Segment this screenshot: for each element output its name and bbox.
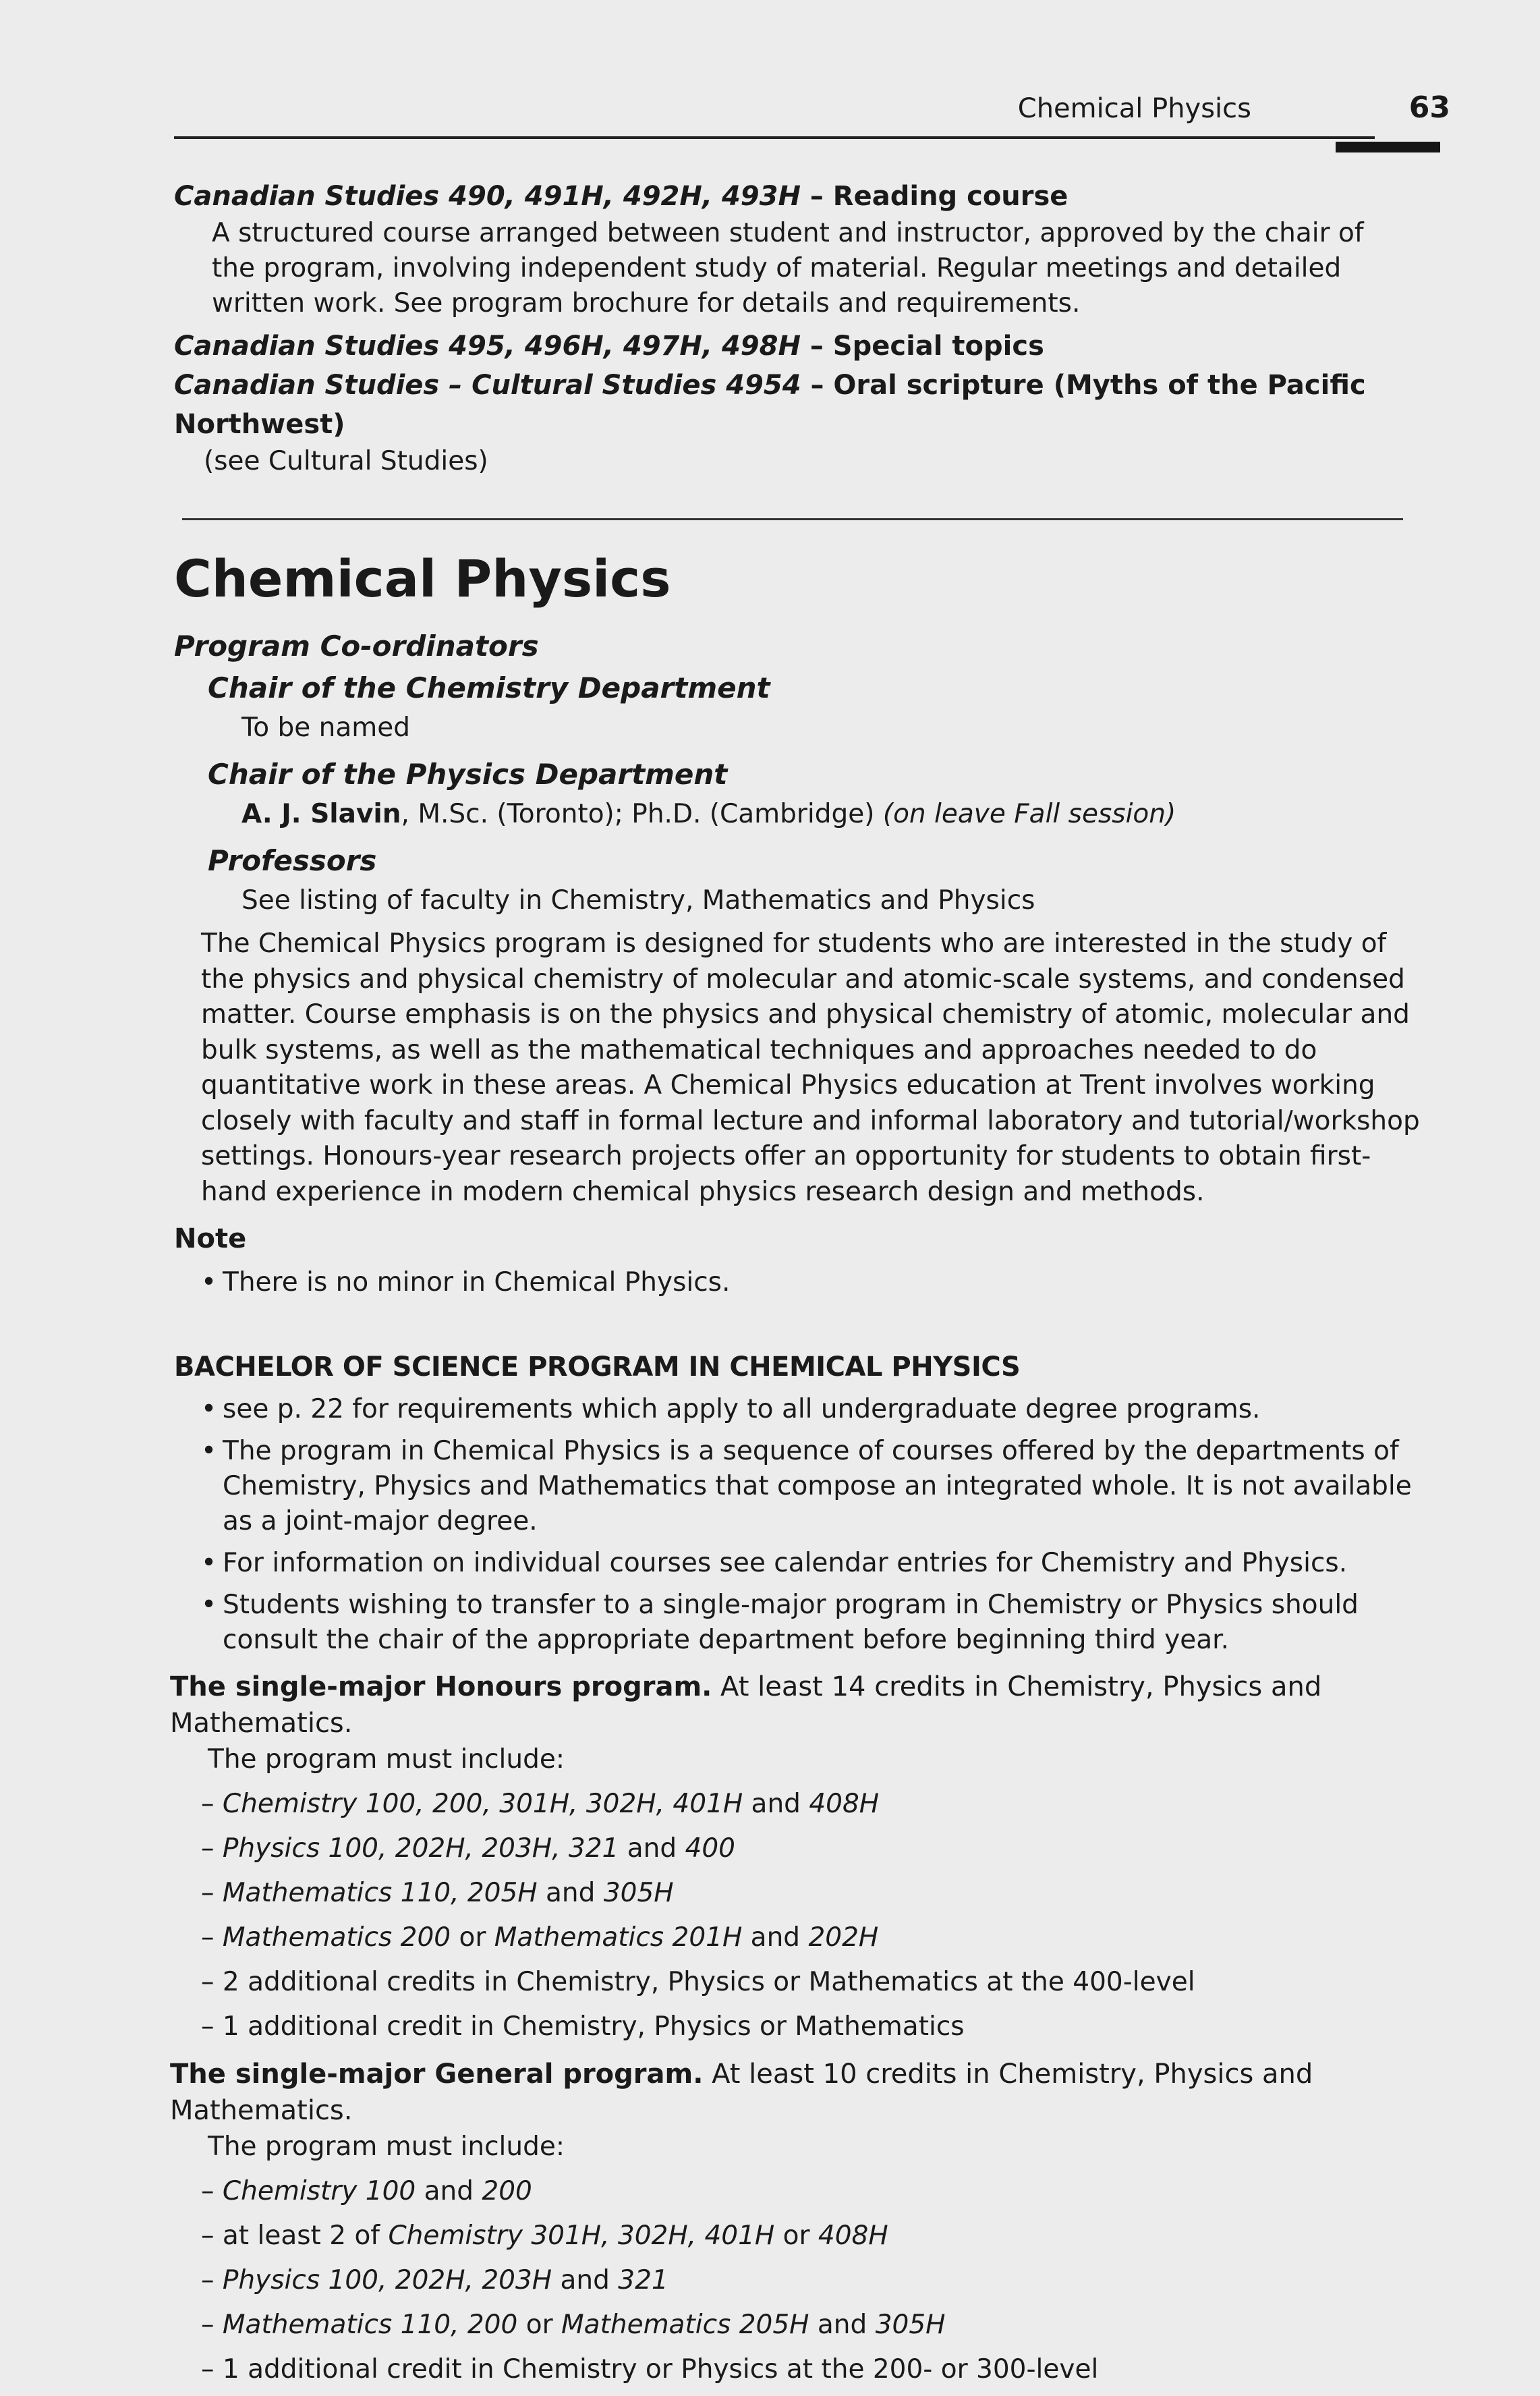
professors-heading: Professors (208, 844, 377, 877)
running-header (174, 85, 1450, 139)
general-lead: At least 10 credits in Chemistry, Physics and Mathematics. (170, 2059, 1313, 2126)
chem-chair-value: To be named (241, 713, 410, 743)
header-rule (174, 136, 1375, 139)
note-heading: Note (174, 1223, 247, 1254)
requirement-item: – Mathematics 110, 205H and 305H (201, 1878, 674, 1908)
course-numbers: Canadian Studies 495, 496H, 497H, 498H (174, 331, 801, 362)
course-entry-description: A structured course arranged between student and instructor, approved by the chair of the program, involving independent study of material. Regular meetings and detailed written work. See program brochure for details and requirements. (212, 218, 1364, 318)
requirement-item: – Chemistry 100, 200, 301H, 302H, 401H and 408H (201, 1789, 880, 1819)
header-rule-tab (1336, 142, 1440, 152)
bsc-bullet: • see p. 22 for requirements which apply to all undergraduate degree programs. (201, 1392, 1437, 1427)
course-title: – Oral scripture (Myths of the Pacific Northwest) (174, 370, 1366, 440)
bsc-bullet: • For information on individual courses see calendar entries for Chemistry and Physics. (201, 1546, 1437, 1581)
course-entry-title (174, 327, 1429, 366)
requirement-item: – Mathematics 110, 200 or Mathematics 205H and 305H (201, 2310, 946, 2340)
requirement-item: – Mathematics 200 or Mathematics 201H and 202H (201, 1922, 879, 1953)
page-number: 63 (1408, 90, 1450, 125)
phys-chair-heading: Chair of the Physics Department (208, 758, 728, 791)
phys-chair-name: A. J. Slavin (241, 799, 401, 829)
coordinators-heading: Program Co-ordinators (174, 630, 539, 663)
phys-chair-degrees: , M.Sc. (Toronto); Ph.D. (Cambridge) (401, 799, 883, 829)
course-numbers: Canadian Studies 490, 491H, 492H, 493H (174, 181, 801, 212)
course-title: – Reading course (800, 181, 1068, 212)
general-title: The single-major General program. (170, 2059, 704, 2090)
requirement-item: – 1 additional credit in Chemistry, Physics or Mathematics (201, 2011, 965, 2042)
course-entry-title (174, 177, 1429, 216)
chem-chair-heading: Chair of the Chemistry Department (208, 671, 770, 704)
honours-must-include: The program must include: (208, 1744, 565, 1775)
course-entry-title (174, 366, 1429, 444)
bsc-bullet: • Students wishing to transfer to a single-major program in Chemistry or Physics should consult the chair of the appropriate department before beginning third year. (201, 1588, 1437, 1658)
bsc-heading: BACHELOR OF SCIENCE PROGRAM IN CHEMICAL PHYSICS (174, 1352, 1021, 1383)
honours-program-heading (170, 1669, 1429, 1742)
phys-chair-leave: (on leave Fall session) (882, 799, 1176, 829)
requirement-item: – 1 additional credit in Chemistry or Physics at the 200- or 300-level (201, 2354, 1099, 2385)
honours-title: The single-major Honours program. (170, 1671, 712, 1702)
note-item: • There is no minor in Chemical Physics. (201, 1265, 1437, 1300)
bsc-bullet: • The program in Chemical Physics is a sequence of courses offered by the departments of Chemistry, Physics and Mathematics that compose an integrated whole. It is not available as a joint-major degree. (201, 1434, 1437, 1539)
requirement-item: – Physics 100, 202H, 203H, 321 and 400 (201, 1833, 735, 1864)
requirement-item: – 2 additional credits in Chemistry, Physics or Mathematics at the 400-level (201, 1967, 1195, 1997)
general-must-include: The program must include: (208, 2132, 565, 2162)
honours-lead: At least 14 credits in Chemistry, Physics and Mathematics. (170, 1671, 1322, 1739)
section-title: Chemical Physics (174, 549, 671, 609)
general-program-heading (170, 2056, 1429, 2129)
course-entry-description: (see Cultural Studies) (204, 446, 488, 476)
requirement-item: – Physics 100, 202H, 203H and 321 (201, 2265, 668, 2295)
section-divider (182, 518, 1403, 520)
professors-value: See listing of faculty in Chemistry, Mathematics and Physics (241, 885, 1035, 916)
program-intro: The Chemical Physics program is designed for students who are interested in the study of the physics and physical chemistry of molecular and atomic-scale systems, and condensed matter. Course emphasis is on the physics and physical chemistry of atomic, molecular and bulk systems, as well as the mathematical techniques and approaches needed to do quantitative work in these areas. A Chemical Physics education at Trent involves working closely with faculty and staff in formal lecture and informal laboratory and tutorial/workshop settings. Honours-year research projects offer an opportunity for students to obtain first-hand experience in modern chemical physics research design and methods. (201, 928, 1420, 1207)
running-header-title: Chemical Physics (1017, 93, 1251, 124)
requirement-item: – Chemistry 100 and 200 (201, 2176, 532, 2206)
course-numbers: Canadian Studies – Cultural Studies 4954 (174, 370, 801, 401)
course-title: – Special topics (800, 331, 1044, 362)
requirement-item: – at least 2 of Chemistry 301H, 302H, 401H or 408H (201, 2221, 888, 2251)
phys-chair-value (241, 796, 1429, 833)
page-content (170, 177, 1429, 2396)
